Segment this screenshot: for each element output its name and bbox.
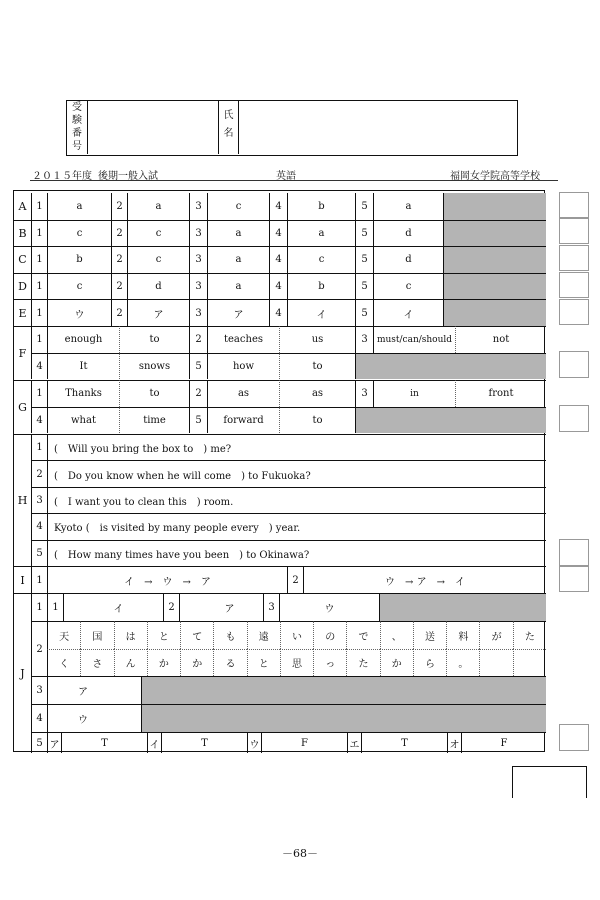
question-number: 4 [31,513,47,539]
answer-sentence-5[interactable]: ( How many times have you been ) to Okinawa? [47,540,546,566]
answer-b-2[interactable]: c [127,220,189,247]
answer-j5-1[interactable]: T [61,732,147,753]
answer-j5-3[interactable]: F [261,732,347,753]
score-box[interactable] [559,539,589,566]
question-number: 5 [189,407,207,434]
composition-square[interactable]: 、 [380,621,413,649]
score-box[interactable] [559,192,589,218]
question-number: 2 [111,299,127,326]
question-number: 4 [31,353,47,380]
answer-word[interactable]: to [279,407,355,434]
answer-word[interactable]: as [279,380,355,407]
answer-word[interactable]: to [119,380,189,407]
question-number: 2 [31,460,47,486]
page-number: －68－ [282,847,318,860]
sub-number: 3 [263,593,279,621]
exam-type: 後期一般入試 [98,171,158,182]
shaded-cell [443,193,546,220]
answer-word[interactable]: forward [207,407,279,434]
question-number: 2 [111,220,127,247]
answer-word[interactable]: time [119,407,189,434]
question-number: 5 [355,299,373,326]
name-label: 氏 名 [219,101,239,154]
question-number: 2 [111,273,127,300]
answer-word[interactable]: to [279,353,355,380]
question-number: 1 [31,220,47,247]
composition-square[interactable]: い [280,621,313,649]
header-box [66,100,518,156]
answer-c-3[interactable]: a [207,246,269,273]
question-number: 4 [269,193,287,220]
question-number: 5 [355,273,373,300]
question-number: 2 [111,193,127,220]
answer-a-2[interactable]: a [127,193,189,220]
answer-b-5[interactable]: d [373,220,443,247]
sub-number: 1 [47,593,63,621]
answer-sequence-1[interactable]: イ → ウ → ア [47,566,287,593]
answer-d-1[interactable]: c [47,273,111,300]
question-number: 4 [31,704,47,732]
question-number: 3 [189,299,207,326]
answer-sequence-2[interactable]: ウ → ア → イ [303,566,546,593]
question-number: 3 [355,326,373,353]
subject-title: 英語 [276,171,296,182]
option-label: ア [47,732,61,753]
shaded-cell [443,299,546,326]
answer-word[interactable]: enough [47,326,119,353]
answer-j5-4[interactable]: T [361,732,447,753]
answer-b-1[interactable]: c [47,220,111,247]
answer-e-5[interactable]: イ [373,299,443,326]
question-number: 4 [269,220,287,247]
answer-a-3[interactable]: c [207,193,269,220]
score-box[interactable] [559,724,589,751]
answer-sentence-2[interactable]: ( Do you know when he will come ) to Fukuoka? [47,460,546,486]
answer-word[interactable]: It [47,353,119,380]
composition-square[interactable]: 。 [446,649,479,677]
question-number: 2 [287,566,303,593]
question-number: 1 [31,326,47,353]
question-number: 3 [189,193,207,220]
composition-square[interactable]: く [47,649,80,677]
answer-c-2[interactable]: c [127,246,189,273]
question-number: 3 [189,220,207,247]
option-label: オ [447,732,461,753]
question-number: 5 [355,193,373,220]
answer-word[interactable]: snows [119,353,189,380]
composition-square[interactable]: さ [80,649,113,677]
sub-number: 2 [163,593,179,621]
composition-square[interactable]: も [213,621,246,649]
answer-word[interactable]: in [373,380,455,407]
question-number: 1 [31,299,47,326]
question-number: 1 [31,380,47,407]
answer-c-1[interactable]: b [47,246,111,273]
composition-square[interactable]: か [147,649,180,677]
composition-square[interactable] [479,649,512,677]
question-number: 1 [31,273,47,300]
score-box[interactable] [559,405,589,432]
answer-word[interactable]: Thanks [47,380,119,407]
answer-b-4[interactable]: a [287,220,355,247]
question-number: 5 [355,220,373,247]
shaded-cell [141,676,546,704]
answer-j1-2[interactable]: ア [179,593,279,621]
name-field[interactable] [240,101,516,154]
answer-word[interactable]: how [207,353,279,380]
section-g-label: G [14,380,31,433]
answer-c-4[interactable]: c [287,246,355,273]
answer-j4[interactable]: ウ [47,704,141,732]
exam-number-field[interactable] [88,101,219,154]
answer-e-1[interactable]: ウ [47,299,111,326]
composition-square[interactable]: ん [114,649,147,677]
answer-a-4[interactable]: b [287,193,355,220]
composition-square[interactable]: 遠 [247,621,280,649]
section-b-label: B [14,220,31,247]
answer-d-5[interactable]: c [373,273,443,300]
answer-word[interactable]: teaches [207,326,279,353]
question-number: 3 [355,380,373,407]
shaded-cell [355,353,546,380]
composition-square[interactable]: か [180,649,213,677]
section-i-label: I [14,566,31,593]
question-number: 3 [189,246,207,273]
question-number: 1 [31,246,47,273]
composition-square[interactable]: が [479,621,512,649]
question-number: 1 [31,193,47,220]
question-number: 2 [111,246,127,273]
section-a-label: A [18,199,27,213]
answer-b-3[interactable]: a [207,220,269,247]
composition-square[interactable] [513,649,546,677]
composition-square[interactable]: で [346,621,379,649]
composition-square[interactable]: た [346,649,379,677]
question-number: 3 [31,676,47,704]
answer-a-5[interactable]: a [373,193,443,220]
composition-square[interactable]: る [213,649,246,677]
answer-word[interactable]: to [119,326,189,353]
composition-square[interactable]: 国 [80,621,113,649]
question-number: 1 [31,593,47,621]
question-number: 5 [31,732,47,753]
question-number: 2 [31,621,47,676]
answer-word[interactable]: as [207,380,279,407]
option-label: ウ [247,732,261,753]
answer-j3[interactable]: ア [47,676,141,704]
score-box[interactable] [559,272,589,298]
option-label: エ [347,732,361,753]
composition-square[interactable]: の [313,621,346,649]
answer-grid [13,190,545,752]
question-number: 1 [31,566,47,593]
question-number: 1 [31,434,47,460]
score-box[interactable] [559,245,589,271]
section-e-label: E [14,299,31,326]
answer-d-3[interactable]: a [207,273,269,300]
answer-a-1[interactable]: a [47,193,111,220]
composition-square[interactable]: た [513,621,546,649]
title-underline [30,180,558,181]
score-box[interactable] [559,566,589,592]
score-box[interactable] [559,299,589,325]
answer-e-2[interactable]: ア [127,299,189,326]
section-j-label: J [14,593,31,753]
question-number: 4 [269,299,287,326]
answer-j5-5[interactable]: F [461,732,546,753]
score-box[interactable] [559,218,589,244]
answer-d-4[interactable]: b [287,273,355,300]
answer-sentence-3[interactable]: ( I want you to clean this ) room. [47,487,546,513]
answer-j1-3[interactable]: ウ [279,593,379,621]
answer-sentence-4[interactable]: Kyoto ( is visited by many people every ) year. [47,513,546,539]
composition-square[interactable]: っ [313,649,346,677]
composition-square[interactable]: て [180,621,213,649]
answer-d-2[interactable]: d [127,273,189,300]
composition-square[interactable]: と [147,621,180,649]
answer-j5-2[interactable]: T [161,732,247,753]
question-number: 5 [189,353,207,380]
shaded-cell [443,273,546,300]
composition-square[interactable]: ら [413,649,446,677]
school-name: 福岡女学院高等学校 [450,171,540,182]
section-d-label: D [14,273,31,300]
composition-square[interactable]: は [114,621,147,649]
composition-square[interactable]: と [247,649,280,677]
score-box[interactable] [559,351,589,378]
question-number: 5 [31,540,47,566]
question-number: 3 [31,487,47,513]
answer-word[interactable]: must/can/should [373,326,455,353]
composition-square[interactable]: 思 [280,649,313,677]
composition-square[interactable]: 送 [413,621,446,649]
question-number: 2 [189,380,207,407]
shaded-cell [355,407,546,434]
answer-e-3[interactable]: ア [207,299,269,326]
question-number: 2 [189,326,207,353]
answer-e-4[interactable]: イ [287,299,355,326]
shaded-cell [141,704,546,732]
total-score-box[interactable] [512,766,587,798]
answer-j1-1[interactable]: イ [63,593,173,621]
answer-word[interactable]: us [279,326,355,353]
shaded-cell [443,220,546,247]
question-number: 4 [269,246,287,273]
answer-word[interactable]: not [455,326,546,353]
composition-square[interactable]: 料 [446,621,479,649]
answer-word[interactable]: what [47,407,119,434]
answer-sentence-1[interactable]: ( Will you bring the box to ) me? [47,434,546,460]
section-c-label: C [14,246,31,273]
section-f-label: F [14,326,31,379]
question-number: 4 [269,273,287,300]
option-label: イ [147,732,161,753]
question-number: 5 [355,246,373,273]
shaded-cell [379,593,546,621]
question-number: 4 [31,407,47,434]
composition-square[interactable]: 天 [47,621,80,649]
section-h-label: H [14,434,31,566]
composition-square[interactable]: か [380,649,413,677]
exam-year: ２０１５年度 [32,171,92,182]
answer-word[interactable]: front [455,380,546,407]
answer-c-5[interactable]: d [373,246,443,273]
exam-number-label: 受 験 番 号 [67,101,88,154]
shaded-cell [443,246,546,273]
question-number: 3 [189,273,207,300]
